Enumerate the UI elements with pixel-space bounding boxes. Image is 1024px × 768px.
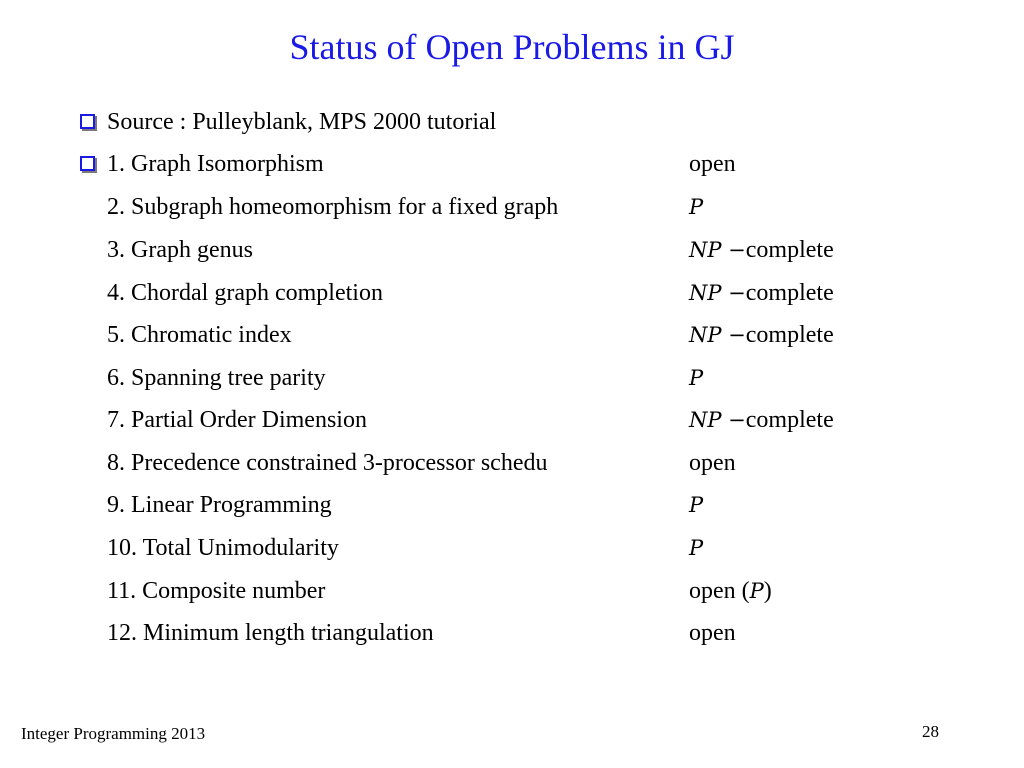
- status-text: open (: [689, 578, 750, 604]
- problem-label: 3. Graph genus: [107, 237, 253, 263]
- problem-status: [689, 491, 703, 519]
- status-math: NP −: [689, 323, 746, 347]
- status-text: complete: [745, 322, 834, 348]
- status-text: open: [689, 151, 736, 177]
- hollow-square-bullet-icon: [80, 156, 95, 171]
- hollow-square-bullet-icon: [80, 114, 95, 129]
- problem-status: [689, 193, 703, 221]
- status-math: P: [689, 195, 704, 219]
- problem-status: [689, 577, 772, 605]
- problem-label: 7. Partial Order Dimension: [107, 407, 367, 433]
- footer-course-title: Integer Programming 2013: [21, 724, 206, 743]
- status-text: complete: [745, 407, 834, 433]
- problem-label: 1. Graph Isomorphism: [107, 151, 324, 177]
- problem-status: [689, 321, 834, 349]
- problem-label: 10. Total Unimodularity: [107, 535, 339, 561]
- problem-status: [689, 534, 703, 562]
- status-text: complete: [745, 237, 834, 263]
- problem-label: 8. Precedence constrained 3-processor schedu: [107, 450, 548, 476]
- status-text: open: [689, 620, 736, 646]
- status-math: NP −: [689, 408, 746, 432]
- status-text-after: ): [763, 578, 772, 604]
- problem-status: [689, 619, 736, 647]
- problem-label: 11. Composite number: [107, 578, 326, 604]
- status-math: P: [689, 366, 704, 390]
- problem-status: [689, 236, 834, 264]
- problem-status: [689, 150, 736, 178]
- problem-status: [689, 406, 834, 434]
- source-line: Source : Pulleyblank, MPS 2000 tutorial: [107, 109, 497, 135]
- page-number: 28: [922, 722, 939, 741]
- problem-label: 4. Chordal graph completion: [107, 280, 383, 306]
- status-math: P: [749, 579, 764, 603]
- problem-status: [689, 449, 736, 477]
- problem-status: [689, 364, 703, 392]
- problem-label: 2. Subgraph homeomorphism for a fixed graph: [107, 194, 559, 220]
- problem-label: 9. Linear Programming: [107, 492, 332, 518]
- status-text: open: [689, 450, 736, 476]
- status-math: P: [689, 493, 704, 517]
- problem-label: 6. Spanning tree parity: [107, 365, 326, 391]
- status-text: complete: [745, 280, 834, 306]
- page-title: Status of Open Problems in GJ: [289, 27, 735, 67]
- status-math: NP −: [689, 281, 746, 305]
- problem-status: [689, 279, 834, 307]
- problem-label: 12. Minimum length triangulation: [107, 620, 434, 646]
- problem-label: 5. Chromatic index: [107, 322, 292, 348]
- status-math: NP −: [689, 238, 746, 262]
- status-math: P: [689, 536, 704, 560]
